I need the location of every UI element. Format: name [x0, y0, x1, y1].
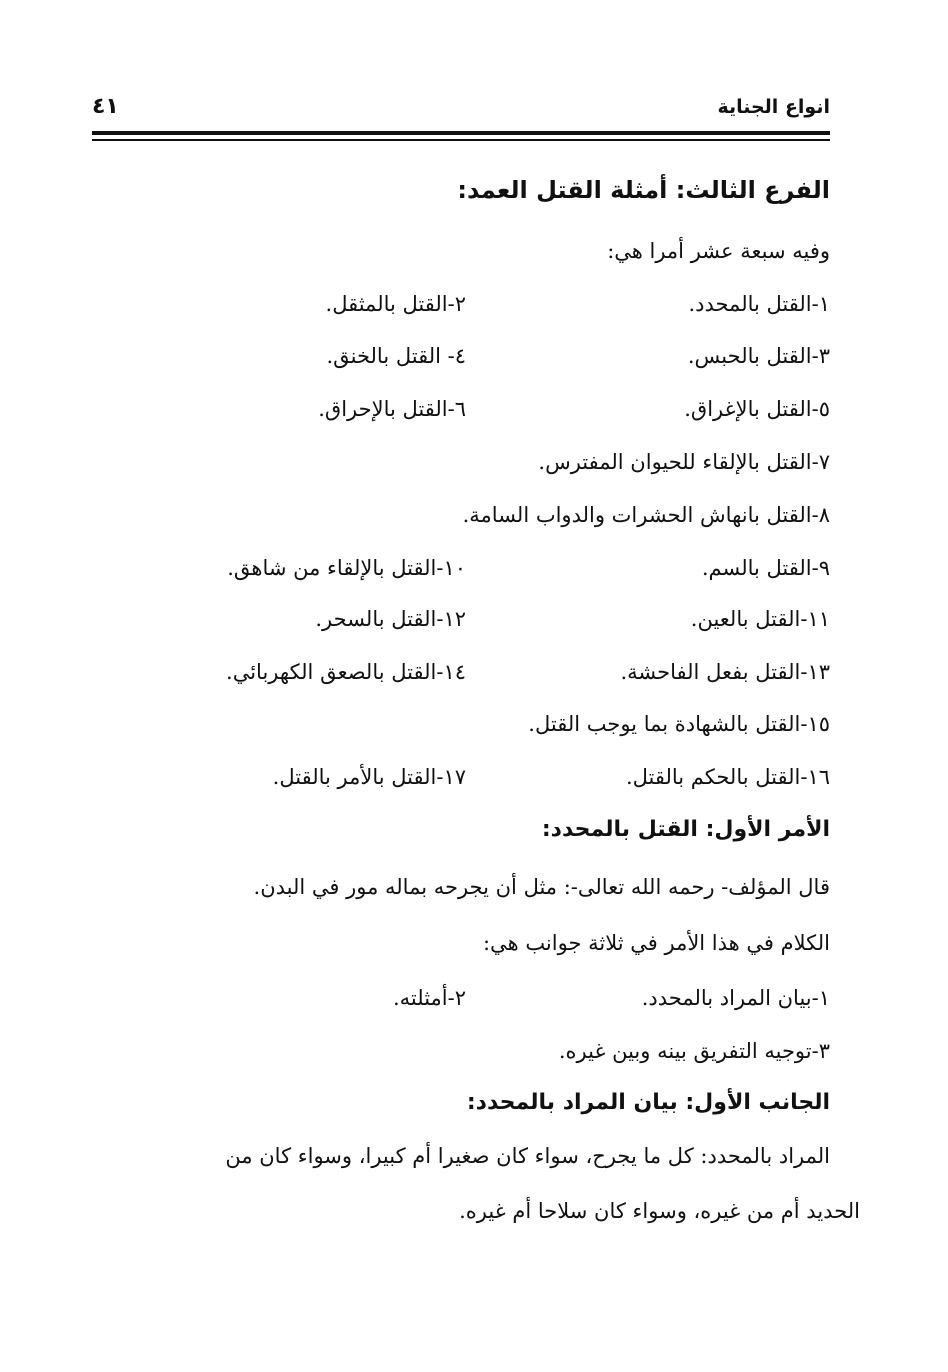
- list-item: ٣-القتل بالحبس.: [687, 344, 830, 368]
- list-item: ٥-القتل بالإغراق.: [684, 397, 830, 421]
- list-item: ٦-القتل بالإحراق.: [318, 397, 466, 421]
- list-item: ٨-القتل بانهاش الحشرات والدواب السامة.: [462, 503, 830, 527]
- aspects-intro: الكلام في هذا الأمر في ثلاثة جوانب هي:: [482, 931, 830, 955]
- header-rule-thick: [92, 131, 830, 135]
- list-item: ١١-القتل بالعين.: [690, 607, 830, 631]
- list-item: ١٣-القتل بفعل الفاحشة.: [620, 660, 830, 684]
- list-item: ١٧-القتل بالأمر بالقتل.: [272, 765, 466, 789]
- list-item: ١٤-القتل بالصعق الكهربائي.: [226, 660, 466, 684]
- definition-paragraph-line: الحديد أم من غيره، وسواء كان سلاحا أم غيره.: [459, 1199, 860, 1223]
- list-item: ١٠-القتل بالإلقاء من شاهق.: [227, 556, 466, 580]
- aspect-item: ٢-أمثلته.: [392, 986, 466, 1010]
- aspect-item: ٣-توجيه التفريق بينه وبين غيره.: [558, 1039, 830, 1063]
- definition-paragraph-line: المراد بالمحدد: كل ما يجرح، سواء كان صغيرا أم كبيرا، وسواء كان من: [225, 1144, 830, 1168]
- list-item: ١٦-القتل بالحكم بالقتل.: [625, 765, 830, 789]
- list-item: ١-القتل بالمحدد.: [688, 292, 830, 316]
- section-intro: وفيه سبعة عشر أمرا هي:: [607, 239, 830, 263]
- aspect-item: ١-بيان المراد بالمحدد.: [641, 986, 830, 1010]
- page-number: ٤١: [92, 94, 119, 119]
- header-rule-thin: [92, 139, 830, 141]
- list-item: ١٢-القتل بالسحر.: [315, 607, 466, 631]
- first-matter-title: الأمر الأول: القتل بالمحدد:: [541, 817, 830, 842]
- book-title: انواع الجناية: [717, 96, 830, 118]
- list-item: ٩-القتل بالسم.: [701, 556, 830, 580]
- section-title: الفرع الثالث: أمثلة القتل العمد:: [457, 176, 830, 204]
- list-item: ٢-القتل بالمثقل.: [325, 292, 466, 316]
- list-item: ٤- القتل بالخنق.: [326, 344, 466, 368]
- list-item: ١٥-القتل بالشهادة بما يوجب القتل.: [528, 712, 830, 736]
- first-aspect-title: الجانب الأول: بيان المراد بالمحدد:: [466, 1090, 830, 1115]
- author-quote: قال المؤلف- رحمه الله تعالى-: مثل أن يجرحه بماله مور في البدن.: [253, 875, 830, 899]
- list-item: ٧-القتل بالإلقاء للحيوان المفترس.: [538, 450, 830, 474]
- running-header: [92, 96, 830, 124]
